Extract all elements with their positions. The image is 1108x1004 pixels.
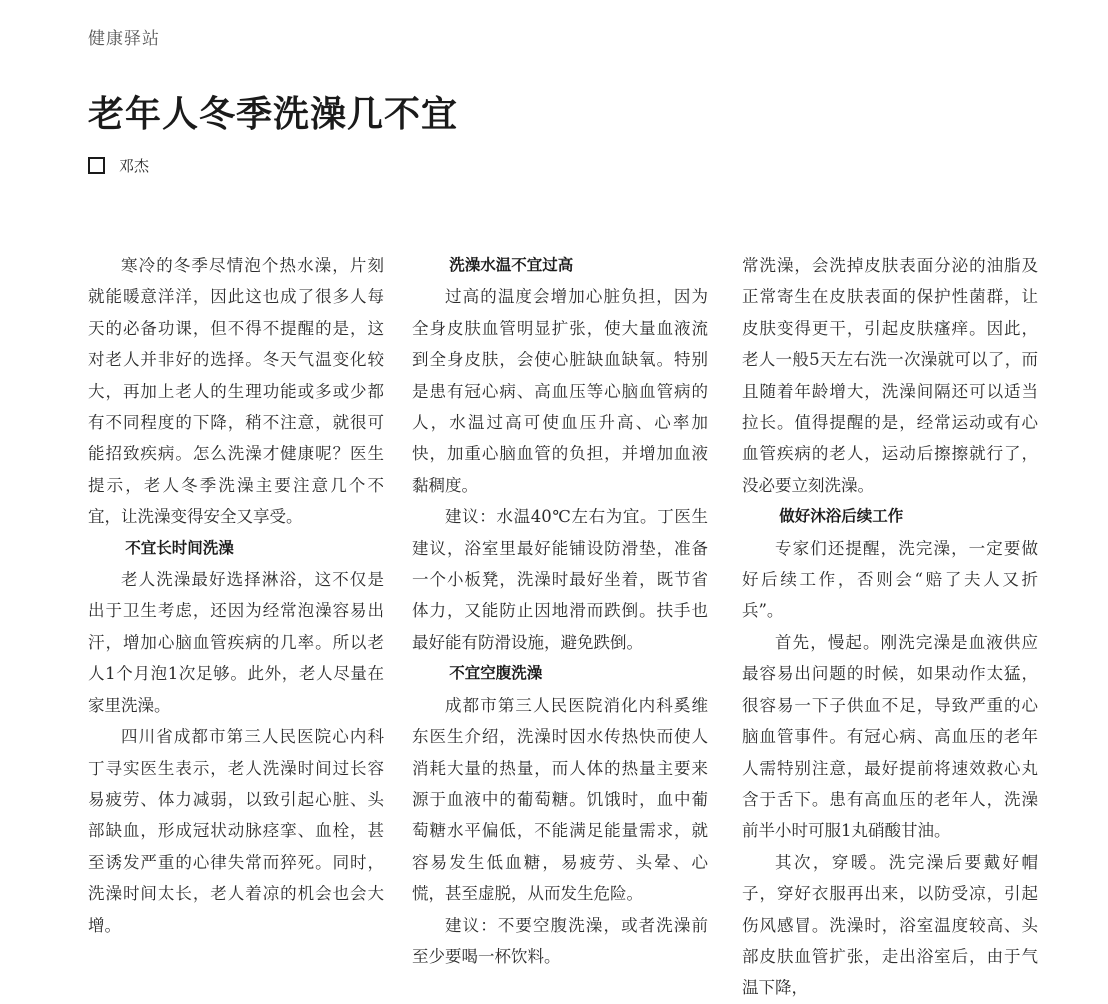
paragraph: 常洗澡，会洗掉皮肤表面分泌的油脂及正常寄生在皮肤表面的保护性菌群，让皮肤变得更干，引起皮肤瘙痒。因此，老人一般5天左右洗一次澡就可以了，而且随着年龄增大，洗澡间隔还可以适当拉长。值得提醒的是，经常运动或有心血管疾病的老人，运动后擦擦就行了，没必要立刻洗澡。: [742, 256, 1038, 495]
subheading: 不宜空腹洗澡: [449, 664, 543, 683]
paragraph: 四川省成都市第三人民医院心内科丁寻实医生表示，老人洗澡时间过长容易疲劳、体力减弱，以致引起心脏、头部缺血，形成冠状动脉痉挛、血栓，甚至诱发严重的心律失常而猝死。同时，洗澡时间太长，老人着凉的机会也会大增。: [88, 727, 384, 935]
paragraph: 专家们还提醒，洗完澡，一定要做好后续工作，否则会“赔了夫人又折兵”。: [742, 538, 1038, 621]
paragraph: 建议：不要空腹洗澡，或者洗澡前至少要喝一杯饮料。: [412, 915, 708, 966]
article-column-2: [412, 250, 708, 966]
article-column-3: [742, 250, 1038, 998]
author-name: 邓杰: [119, 157, 150, 175]
paragraph: 过高的温度会增加心脏负担，因为全身皮肤血管明显扩张，使大量血液流到全身皮肤，会使心脏缺血缺氧。特别是患有冠心病、高血压等心脑血管病的人，水温过高可使血压升高、心率加快，加重心脑血管的负担，并增加血液黏稠度。: [412, 287, 708, 495]
subheading: 做好沐浴后续工作: [779, 507, 904, 526]
paragraph: 首先，慢起。刚洗完澡是血液供应最容易出问题的时候，如果动作太猛，很容易一下子供血不足，导致严重的心脑血管事件。有冠心病、高血压的老年人需特别注意，最好提前将速效救心丸含于舌下。患有高血压的老年人，洗澡前半小时可服1丸硝酸甘油。: [742, 632, 1038, 841]
subheading: 不宜长时间洗澡: [125, 538, 234, 557]
paragraph: 寒冷的冬季尽情泡个热水澡，片刻就能暖意洋洋，因此这也成了很多人每天的必备功课，但不得不提醒的是，这对老人并非好的选择。冬天气温变化较大，再加上老人的生理功能或多或少都有不同程度的下降，稍不注意，就很可能招致疾病。怎么洗澡才健康呢？医生提示，老人冬季洗澡主要注意几个不宜，让洗澡变得安全又享受。: [88, 256, 384, 527]
square-bullet-icon: [88, 157, 105, 174]
section-tag: 健康驿站: [88, 29, 160, 49]
author-byline: [88, 155, 149, 176]
paragraph: 老人洗澡最好选择淋浴，这不仅是出于卫生考虑，还因为经常泡澡容易出汗，增加心脑血管疾病的几率。所以老人1个月泡1次足够。此外，老人尽量在家里洗澡。: [88, 570, 384, 715]
paragraph: 成都市第三人民医院消化内科奚维东医生介绍，洗澡时因水传热快而使人消耗大量的热量，而人体的热量主要来源于血液中的葡萄糖。饥饿时，血中葡萄糖水平偏低，不能满足能量需求，就容易发生低血糖，易疲劳、头晕、心慌，甚至虚脱，从而发生危险。: [412, 695, 708, 904]
paragraph: 建议：水温40℃左右为宜。丁医生建议，浴室里最好能铺设防滑垫，准备一个小板凳，洗澡时最好坐着，既节省体力，又能防止因地滑而跌倒。扶手也最好能有防滑设施，避免跌倒。: [412, 507, 708, 652]
article-column-1: [88, 250, 384, 934]
article-title: 老年人冬季洗澡几不宜: [88, 94, 459, 135]
paragraph: 其次，穿暖。洗完澡后要戴好帽子，穿好衣服再出来，以防受凉，引起伤风感冒。洗澡时，浴室温度较高、头部皮肤血管扩张，走出浴室后，由于气温下降，: [742, 852, 1038, 998]
subheading: 洗澡水温不宜过高: [449, 256, 574, 274]
